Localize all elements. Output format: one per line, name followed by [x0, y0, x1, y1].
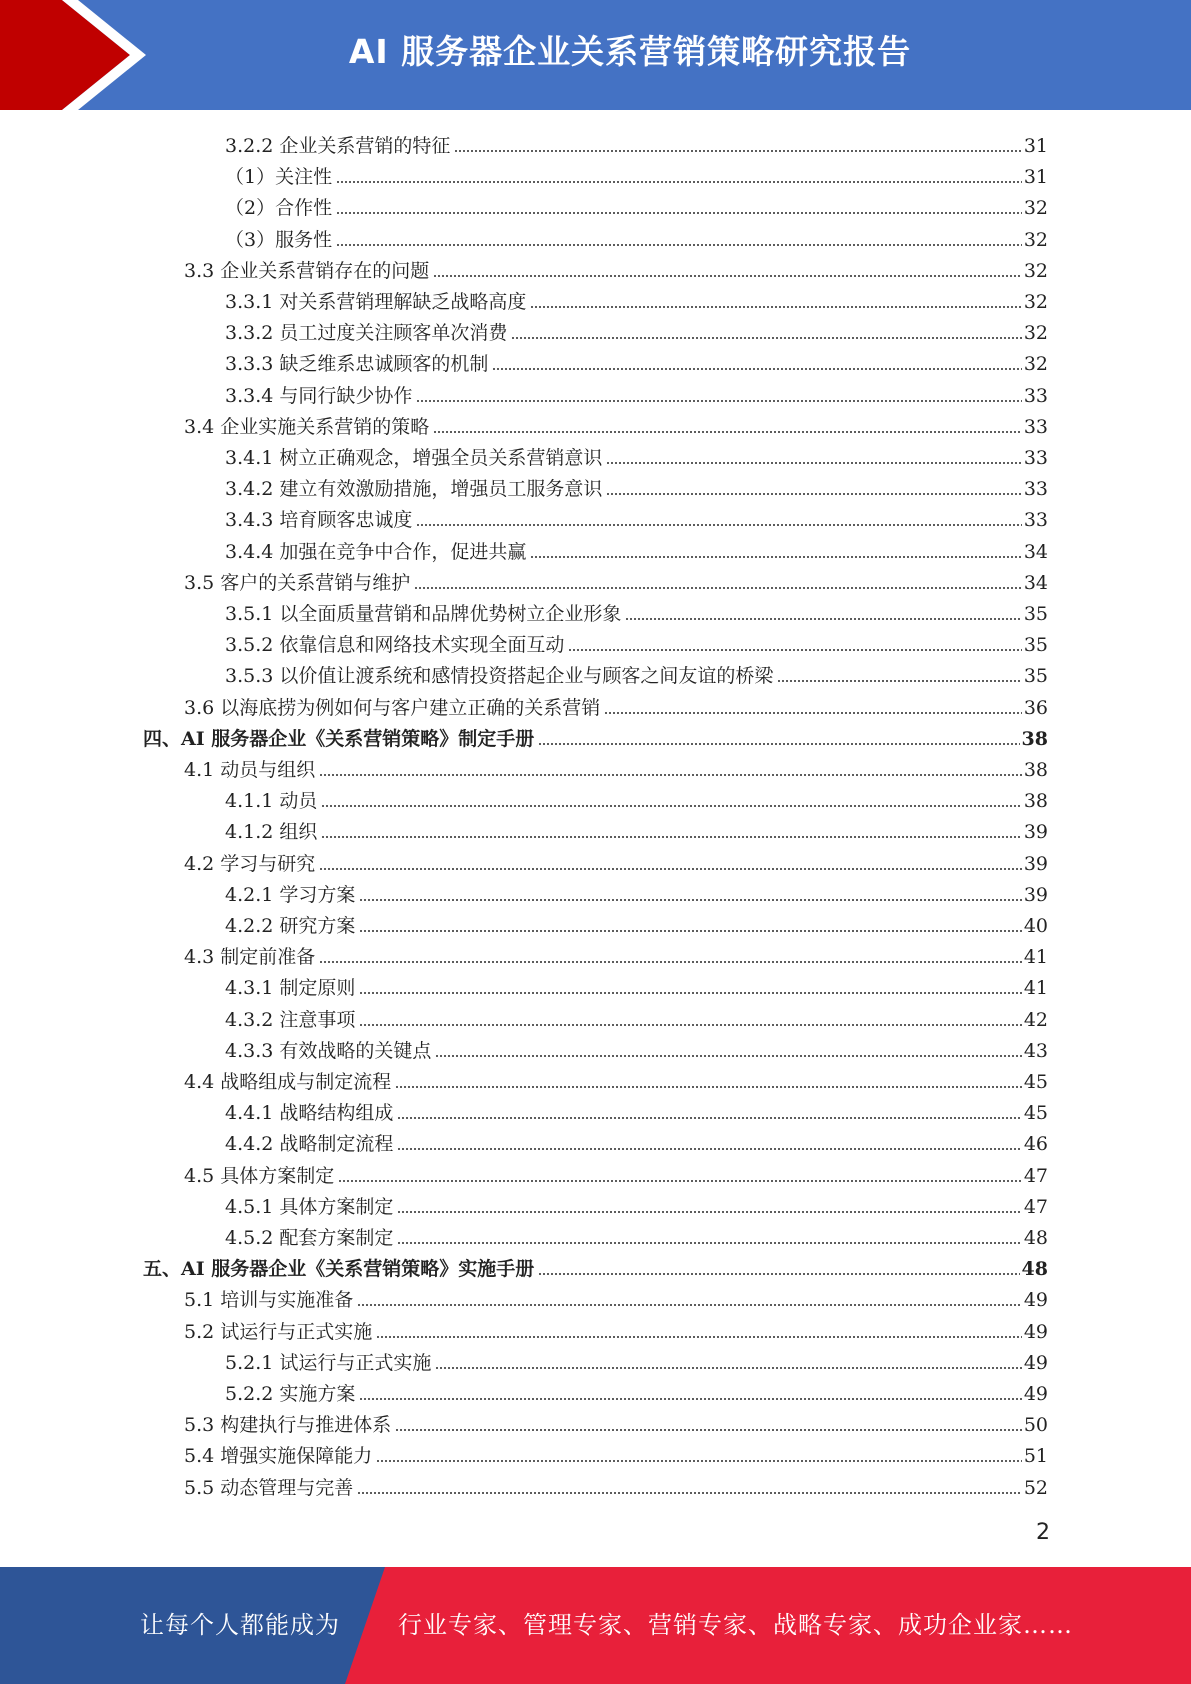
toc-dot-leader [606, 461, 1021, 465]
toc-entry-title: （1）关注性 [225, 166, 333, 189]
toc-entry[interactable] [0, 283, 1048, 314]
toc-entry[interactable] [0, 938, 1048, 969]
toc-entry-title: 4.3.2 注意事项 [225, 1008, 356, 1031]
toc-entry-page: 33 [1023, 478, 1048, 501]
toc-entry[interactable] [0, 1437, 1048, 1468]
toc-entry-page: 43 [1023, 1039, 1048, 1062]
toc-entry-page: 49 [1023, 1383, 1048, 1405]
toc-entry[interactable] [0, 127, 1048, 158]
toc-entry-title: 4.1 动员与组织 [184, 759, 316, 781]
toc-entry[interactable] [0, 252, 1048, 283]
toc-entry-page: 38 [1023, 790, 1048, 813]
toc-dot-leader [357, 1303, 1022, 1307]
toc-entry-page: 35 [1023, 603, 1048, 625]
toc-dot-leader [376, 1335, 1022, 1339]
toc-dot-leader [530, 555, 1021, 559]
toc-entry-title: 4.2.2 研究方案 [225, 915, 356, 937]
toc-entry[interactable] [0, 1375, 1048, 1406]
toc-entry-page: 38 [1021, 727, 1048, 750]
toc-entry[interactable] [0, 1157, 1048, 1188]
toc-entry-page: 42 [1023, 1008, 1048, 1031]
page-footer [0, 1567, 1191, 1684]
toc-entry-page: 38 [1023, 759, 1048, 781]
toc-entry[interactable] [0, 907, 1048, 938]
toc-entry[interactable] [0, 470, 1048, 501]
toc-entry[interactable] [0, 1313, 1048, 1344]
toc-entry-title: 3.3.4 与同行缺少协作 [225, 384, 413, 407]
toc-entry-page: 47 [1023, 1195, 1048, 1218]
toc-entry-title: 4.5.2 配套方案制定 [225, 1227, 394, 1249]
toc-entry[interactable] [0, 345, 1048, 376]
toc-entry-page: 52 [1023, 1476, 1048, 1499]
toc-dot-leader [625, 617, 1021, 621]
toc-dot-leader [454, 149, 1021, 153]
toc-entry-title: 5.1 培训与实施准备 [184, 1289, 354, 1312]
toc-dot-leader [336, 180, 1022, 184]
toc-dot-leader [395, 1428, 1022, 1432]
toc-entry[interactable] [0, 533, 1048, 564]
toc-entry[interactable] [0, 408, 1048, 439]
toc-entry[interactable] [0, 501, 1048, 532]
toc-entry[interactable] [0, 377, 1048, 408]
toc-dot-leader [777, 679, 1021, 683]
toc-entry-title: 4.4 战略组成与制定流程 [184, 1071, 392, 1093]
toc-entry-title: 3.4 企业实施关系营销的策略 [184, 415, 430, 438]
toc-entry-page: 33 [1023, 415, 1048, 438]
toc-entry-title: 4.3 制定前准备 [184, 946, 316, 969]
toc-entry-page: 51 [1023, 1445, 1048, 1468]
toc-entry-title: 3.3.2 员工过度关注顾客单次消费 [225, 322, 508, 345]
toc-entry[interactable] [0, 1094, 1048, 1125]
toc-entry-title: 4.2.1 学习方案 [225, 883, 356, 906]
toc-entry[interactable] [0, 595, 1048, 626]
toc-entry[interactable] [0, 720, 1048, 751]
toc-entry-page: 36 [1023, 696, 1048, 719]
toc-entry-title: 3.4.3 培育顾客忠诚度 [225, 509, 413, 532]
toc-dot-leader [338, 1179, 1022, 1183]
toc-entry[interactable] [0, 782, 1048, 813]
toc-entry[interactable] [0, 1250, 1048, 1281]
toc-entry-title: 3.3 企业关系营销存在的问题 [184, 259, 430, 282]
toc-entry-title: 五、AI 服务器企业《关系营销策略》实施手册 [143, 1258, 535, 1281]
toc-dot-leader [359, 929, 1021, 933]
toc-dot-leader [359, 898, 1021, 902]
toc-entry-title: 4.5 具体方案制定 [184, 1164, 335, 1187]
toc-dot-leader [397, 1241, 1021, 1245]
header-arrow-decoration [0, 0, 150, 110]
toc-dot-leader [321, 804, 1021, 808]
toc-dot-leader [397, 1116, 1021, 1120]
page-number: 2 [1036, 1520, 1050, 1545]
toc-entry-page: 41 [1023, 946, 1048, 969]
toc-entry[interactable] [0, 876, 1048, 907]
toc-dot-leader [433, 274, 1022, 278]
toc-entry-page: 47 [1023, 1164, 1048, 1187]
toc-entry-title: 3.5.3 以价值让渡系统和感情投资搭起企业与顾客之间友谊的桥梁 [225, 665, 774, 688]
toc-dot-leader [568, 648, 1021, 652]
toc-entry[interactable] [0, 158, 1048, 189]
toc-entry-title: 4.4.1 战略结构组成 [225, 1102, 394, 1125]
toc-entry[interactable] [0, 1469, 1048, 1500]
toc-entry-title: 3.4.4 加强在竞争中合作，促进共赢 [225, 540, 527, 563]
toc-entry-page: 34 [1023, 540, 1048, 563]
toc-dot-leader [435, 1054, 1021, 1058]
toc-entry-page: 39 [1023, 883, 1048, 906]
toc-dot-leader [538, 742, 1019, 746]
toc-entry-title: 4.4.2 战略制定流程 [225, 1133, 394, 1156]
toc-dot-leader [357, 1491, 1022, 1495]
toc-entry[interactable] [0, 439, 1048, 470]
toc-entry-page: 45 [1023, 1102, 1048, 1125]
footer-slogan-right: 行业专家、管理专家、营销专家、战略专家、成功企业家…… [398, 1611, 1073, 1639]
toc-entry[interactable] [0, 1344, 1048, 1375]
toc-entry-page: 31 [1023, 166, 1048, 189]
toc-entry[interactable] [0, 1281, 1048, 1312]
toc-dot-leader [359, 1397, 1021, 1401]
toc-entry-page: 32 [1023, 291, 1048, 313]
toc-dot-leader [397, 1147, 1021, 1151]
toc-entry-title: 5.3 构建执行与推进体系 [184, 1414, 392, 1437]
toc-entry-title: 5.2.2 实施方案 [225, 1383, 356, 1405]
toc-dot-leader [359, 991, 1021, 995]
toc-dot-leader [530, 305, 1021, 309]
toc-dot-leader [416, 523, 1021, 527]
toc-entry[interactable] [0, 189, 1048, 220]
toc-entry-page: 32 [1023, 322, 1048, 345]
toc-entry-title: 5.4 增强实施保障能力 [184, 1445, 373, 1468]
toc-dot-leader [319, 773, 1022, 777]
toc-entry-title: 3.5.1 以全面质量营销和品牌优势树立企业形象 [225, 603, 622, 625]
toc-entry-page: 34 [1023, 571, 1048, 594]
toc-dot-leader [416, 399, 1021, 403]
toc-entry-title: 4.3.3 有效战略的关键点 [225, 1039, 432, 1062]
toc-entry-title: 4.1.1 动员 [225, 790, 318, 813]
page-header [0, 0, 1191, 110]
toc-entry-page: 49 [1023, 1351, 1048, 1374]
toc-dot-leader [395, 1085, 1022, 1089]
toc-entry-title: 5.2.1 试运行与正式实施 [225, 1351, 432, 1374]
toc-dot-leader [606, 492, 1021, 496]
toc-entry[interactable] [0, 845, 1048, 876]
toc-entry-page: 49 [1023, 1289, 1048, 1312]
toc-entry-title: 3.4.2 建立有效激励措施，增强员工服务意识 [225, 478, 603, 501]
toc-dot-leader [321, 835, 1021, 839]
toc-entry[interactable] [0, 1219, 1048, 1250]
toc-entry-title: 4.2 学习与研究 [184, 852, 316, 875]
toc-entry-page: 32 [1023, 228, 1048, 251]
toc-dot-leader [359, 1023, 1021, 1027]
toc-entry[interactable] [0, 969, 1048, 1000]
toc-entry-page: 35 [1023, 634, 1048, 657]
toc-entry-page: 39 [1023, 821, 1048, 844]
toc-dot-leader [376, 1459, 1022, 1463]
toc-entry[interactable] [0, 314, 1048, 345]
toc-entry[interactable] [0, 1188, 1048, 1219]
toc-dot-leader [511, 336, 1021, 340]
toc-entry-page: 45 [1023, 1071, 1048, 1093]
toc-entry-title: 3.3.3 缺乏维系忠诚顾客的机制 [225, 353, 489, 376]
toc-dot-leader [414, 586, 1022, 590]
toc-entry-title: 3.2.2 企业关系营销的特征 [225, 135, 451, 157]
toc-entry-page: 50 [1023, 1414, 1048, 1437]
toc-dot-leader [397, 1210, 1021, 1214]
toc-entry-page: 48 [1021, 1258, 1048, 1281]
toc-entry-title: 3.5.2 依靠信息和网络技术实现全面互动 [225, 634, 565, 657]
toc-entry-page: 31 [1023, 135, 1048, 157]
toc-dot-leader [604, 711, 1022, 715]
toc-entry-title: 5.2 试运行与正式实施 [184, 1320, 373, 1343]
toc-entry-title: 3.5 客户的关系营销与维护 [184, 571, 411, 594]
toc-entry[interactable] [0, 689, 1048, 720]
toc-entry-page: 35 [1023, 665, 1048, 688]
toc-entry-page: 41 [1023, 977, 1048, 1000]
toc-entry-page: 33 [1023, 384, 1048, 407]
toc-entry-title: 3.3.1 对关系营销理解缺乏战略高度 [225, 291, 527, 313]
toc-entry-page: 33 [1023, 509, 1048, 532]
toc-entry-page: 48 [1023, 1227, 1048, 1249]
toc-entry[interactable] [0, 751, 1048, 782]
toc-entry-title: 3.4.1 树立正确观念，增强全员关系营销意识 [225, 447, 603, 469]
toc-entry-page: 32 [1023, 259, 1048, 282]
toc-entry-page: 33 [1023, 447, 1048, 469]
toc-entry-title: 4.1.2 组织 [225, 821, 318, 844]
toc-entry-title: （3）服务性 [225, 228, 333, 251]
toc-entry[interactable] [0, 813, 1048, 844]
toc-entry[interactable] [0, 1001, 1048, 1032]
report-title: AI 服务器企业关系营销策略研究报告 [348, 32, 912, 71]
toc-dot-leader [319, 960, 1022, 964]
footer-slogan-left: 让每个人都能成为 [140, 1611, 340, 1639]
toc-entry[interactable] [0, 1125, 1048, 1156]
toc-entry-title: （2）合作性 [225, 197, 333, 220]
toc-entry[interactable] [0, 1063, 1048, 1094]
toc-entry-page: 46 [1023, 1133, 1048, 1156]
toc-entry[interactable] [0, 221, 1048, 252]
toc-dot-leader [336, 243, 1022, 247]
toc-entry[interactable] [0, 564, 1048, 595]
toc-entry-page: 32 [1023, 197, 1048, 220]
toc-entry-title: 5.5 动态管理与完善 [184, 1476, 354, 1499]
toc-entry[interactable] [0, 626, 1048, 657]
toc-entry-page: 40 [1023, 915, 1048, 937]
toc-dot-leader [336, 211, 1022, 215]
toc-entry[interactable] [0, 657, 1048, 688]
toc-entry[interactable] [0, 1032, 1048, 1063]
toc-dot-leader [492, 367, 1021, 371]
toc-dot-leader [433, 430, 1022, 434]
toc-entry[interactable] [0, 1406, 1048, 1437]
toc-entry-page: 49 [1023, 1320, 1048, 1343]
toc-entry-title: 4.3.1 制定原则 [225, 977, 356, 1000]
toc-entry-title: 四、AI 服务器企业《关系营销策略》制定手册 [143, 727, 535, 750]
toc-entry-title: 3.6 以海底捞为例如何与客户建立正确的关系营销 [184, 696, 601, 719]
toc-entry-page: 32 [1023, 353, 1048, 376]
toc-dot-leader [435, 1366, 1021, 1370]
toc-dot-leader [538, 1272, 1019, 1276]
toc-entry-title: 4.5.1 具体方案制定 [225, 1195, 394, 1218]
toc-dot-leader [319, 867, 1022, 871]
toc-entry-page: 39 [1023, 852, 1048, 875]
